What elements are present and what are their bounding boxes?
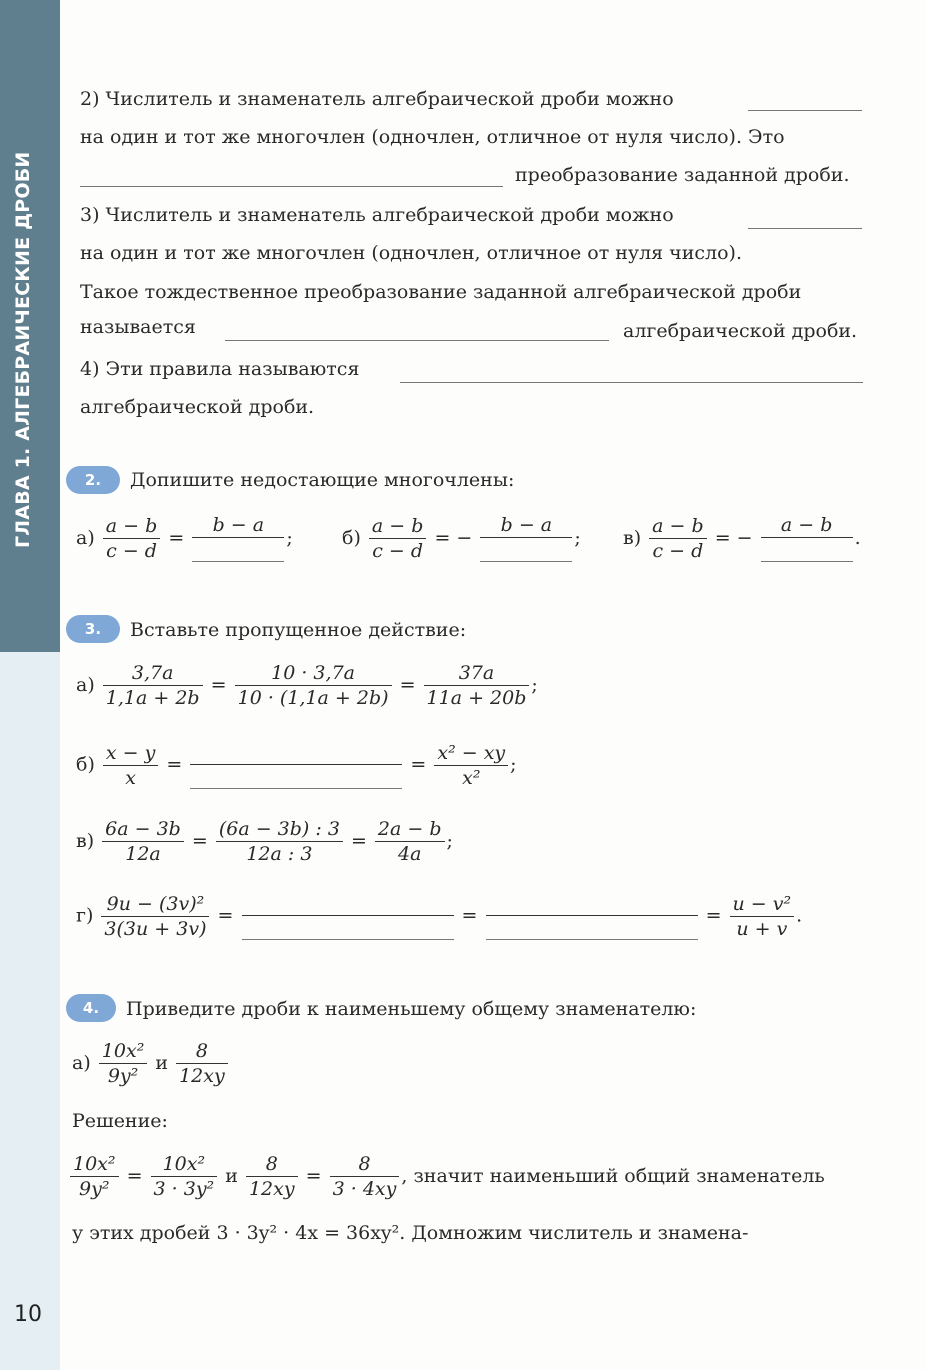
task2-b: б) $\frac{a - b}{c - d}$ = − b − a ; [342,514,581,562]
task3-c: в) $\frac{6a - 3b}{12a}$ = $\frac{(6a - 3b) : 3}{12a : 3}$ = $\frac{2a - b}{4a}$ ; [76,818,453,865]
task2-b-blank[interactable] [480,538,572,562]
task3-d-fraction4: $\frac{\text{u − v²}}{u + v}$ [730,895,795,939]
solution-fraction1: $\frac{\text{10x²}}{\text{9y²}}$ [70,1155,119,1199]
task3-c-fraction3: $\frac{2a - b}{4a}$ [375,820,445,864]
task3-a-fraction3: $\frac{37a}{11a + 20b}$ [424,664,530,708]
solution-fraction3: $\frac{8}{12xy}$ [246,1155,298,1199]
task3-badge: 3. [66,615,120,643]
chapter-title: ГЛАВА 1. АЛГЕБРАИЧЕСКИЕ ДРОБИ [12,151,34,548]
rule2-line2: на один и тот же многочлен (одночлен, отличное от нуля число). Это [80,126,785,148]
task2-a-left-fraction: $\frac{a - b}{c - d}$ [103,517,161,561]
rule3-line2: на один и тот же многочлен (одночлен, отличное от нуля число). [80,242,743,264]
task2-a-equals: = [168,527,185,549]
rule3-line1: 3) Числитель и знаменатель алгебраической дроби можно [80,204,674,226]
task4-title: Приведите дроби к наименьшему общему знаменателю: [126,998,697,1020]
task3-a-fraction1: $\frac{3,7a}{1,1a + 2b}$ [103,664,203,708]
task3-d: г) $\frac{\text{9u − (3v)²}}{3(3u + 3v)}$ = = = $\frac{\text{u − v²}}{u + v}$ . [76,892,803,940]
task4-solution-line1: $\frac{\text{10x²}}{\text{9y²}}$ = $\frac{\text{10x²}}{\text{3 · 3y²}}$ и $\frac{8}{12xy}$ = $\frac{8}{3 \cdot 4xy}$ , значит наименьший общий знаменатель [68,1155,825,1199]
rule2-line1: 2) Числитель и знаменатель алгебраической дроби можно [80,88,674,110]
solution-label: Решение: [72,1110,168,1132]
task2-c-left-fraction: $\frac{a - b}{c - d}$ [649,517,707,561]
task2-c-right-fraction: a − b [761,516,853,562]
solution-tail-text: , значит наименьший общий знаменатель [401,1165,825,1187]
task2-b-label: б) [342,527,361,549]
page-number: 10 [14,1302,42,1327]
rule4-blank[interactable] [400,382,863,383]
task4-a: а) $\frac{\text{10x²}}{\text{9y²}}$ и $\frac{8}{12xy}$ [72,1042,230,1086]
task3-d-blank-fraction1[interactable] [242,893,454,940]
task2-a: а) $\frac{a - b}{c - d}$ = b − a ; [76,514,293,562]
rule3-line4b: алгебраической дроби. [623,320,858,342]
task3-b: б) $\frac{x - y}{x}$ = = $\frac{\text{x² − xy}}{\text{x²}}$ ; [76,741,517,789]
rule4-line2: алгебраической дроби. [80,396,315,418]
task3-b-blank-fraction[interactable] [190,742,402,789]
solution-fraction4: $\frac{8}{3 \cdot 4xy}$ [330,1155,400,1199]
task3-title: Вставьте пропущенное действие: [130,619,467,641]
task3-c-fraction1: $\frac{6a - 3b}{12a}$ [102,820,184,864]
task4-a-fraction2: $\frac{8}{12xy}$ [176,1042,228,1086]
solution-fraction2: $\frac{\text{10x²}}{\text{3 · 3y²}}$ [151,1155,218,1199]
task3-b-fraction1: $\frac{x - y}{x}$ [103,744,158,788]
task4-badge: 4. [66,994,116,1022]
task2-a-right-fraction: b − a [192,516,284,562]
task2-title: Допишите недостающие многочлены: [130,469,515,491]
task3-a: а) $\frac{3,7a}{1,1a + 2b}$ = $\frac{10 \cdot 3,7a}{10 \cdot (1,1a + 2b)}$ = $\frac{37a}{11a + 20b}$ ; [76,662,538,709]
sidebar-light-band [0,652,60,1370]
task3-a-fraction2: $\frac{10 \cdot 3,7a}{10 \cdot (1,1a + 2b)}$ [235,664,392,708]
task2-c-equals: = − [714,527,753,549]
rule4-line1: 4) Эти правила называются [80,358,360,380]
rule3-blank1[interactable] [748,228,862,229]
rule2-blank2[interactable] [80,186,503,187]
task2-b-left-fraction: $\frac{a - b}{c - d}$ [369,517,427,561]
rule3-line3: Такое тождественное преобразование заданной алгебраической дроби [80,281,802,303]
task2-b-equals: = − [434,527,473,549]
rule2-blank1[interactable] [748,110,862,111]
task2-c: в) $\frac{a - b}{c - d}$ = − a − b . [623,514,861,562]
chapter-sidebar [0,0,60,1370]
task2-a-blank[interactable] [192,538,284,562]
task3-b-fraction3: $\frac{\text{x² − xy}}{\text{x²}}$ [434,744,508,788]
rule3-blank2[interactable] [225,340,609,341]
rule2-line3: преобразование заданной дроби. [515,164,850,186]
task4-solution-line2: у этих дробей 3 · 3y² · 4x = 36xy². Домножим числитель и знамена- [72,1222,749,1244]
rule3-line4a: называется [80,316,196,338]
task4-a-fraction1: $\frac{\text{10x²}}{\text{9y²}}$ [99,1042,148,1086]
task2-badge: 2. [66,466,120,494]
task3-d-blank-fraction2[interactable] [486,893,698,940]
task2-c-blank[interactable] [761,538,853,562]
task2-c-label: в) [623,527,642,549]
task2-a-label: а) [76,527,95,549]
task3-d-fraction1: $\frac{\text{9u − (3v)²}}{3(3u + 3v)}$ [101,895,209,939]
task2-b-right-fraction: b − a [480,516,572,562]
task3-c-fraction2: $\frac{(6a - 3b) : 3}{12a : 3}$ [216,820,343,864]
